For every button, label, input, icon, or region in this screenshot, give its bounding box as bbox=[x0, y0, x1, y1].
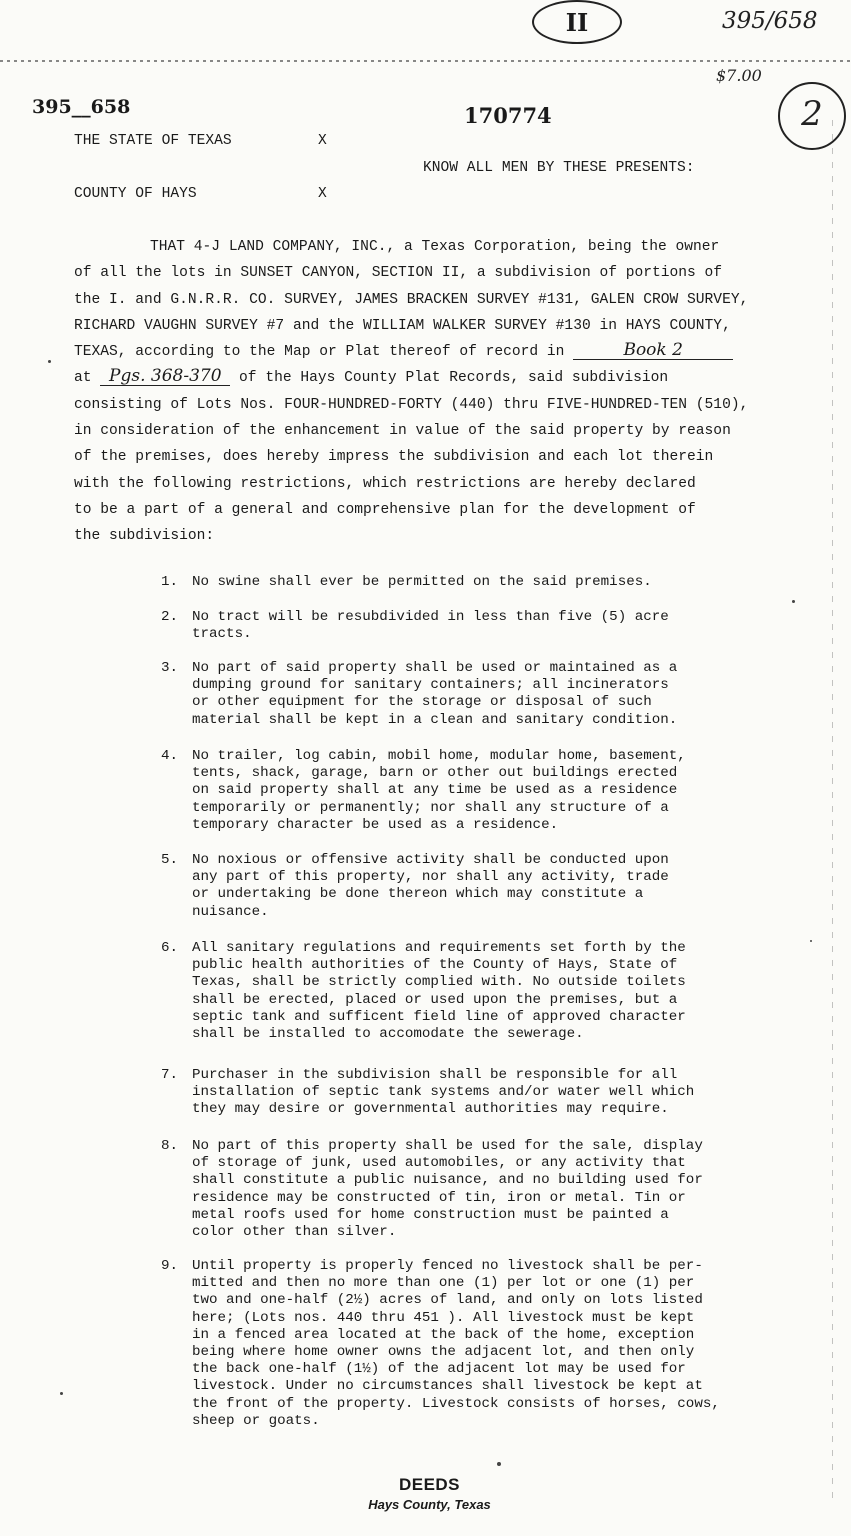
circled-number-text: 2 bbox=[801, 94, 823, 134]
body-line: with the following restrictions, which restrictions are hereby declared bbox=[74, 475, 696, 492]
body-text: at bbox=[74, 370, 92, 387]
restriction-line: dumping ground for sanitary containers; all incinerators bbox=[192, 677, 669, 694]
restriction-line: sheep or goats. bbox=[192, 1412, 320, 1429]
restriction-line: shall be installed to accomodate the sewerage. bbox=[192, 1026, 584, 1043]
restriction-line: No part of this property shall be used for the sale, display bbox=[192, 1138, 703, 1154]
caption-divider: X bbox=[318, 133, 327, 149]
restriction-line: color other than silver. bbox=[192, 1224, 397, 1241]
restriction-line: the front of the property. Livestock consists of horses, cows, bbox=[192, 1395, 720, 1412]
circled-numeral-text: II bbox=[565, 8, 589, 37]
body-line bbox=[74, 365, 764, 391]
body-line: the I. and G.N.R.R. CO. SURVEY, JAMES BRACKEN SURVEY #131, GALEN CROW SURVEY, bbox=[74, 291, 749, 308]
restriction-line: No tract will be resubdivided in less than five (5) acre bbox=[192, 609, 669, 625]
scan-speck bbox=[792, 600, 795, 603]
restriction-line: they may desire or governmental authorities may require. bbox=[192, 1101, 669, 1118]
restriction-line: public health authorities of the County of Hays, State of bbox=[192, 957, 678, 974]
restriction-line: All sanitary regulations and requirements set forth by the bbox=[192, 940, 686, 956]
scan-speck bbox=[810, 940, 812, 942]
body-line: consisting of Lots Nos. FOUR-HUNDRED-FORTY (440) thru FIVE-HUNDRED-TEN (510), bbox=[74, 396, 749, 413]
preamble-heading: KNOW ALL MEN BY THESE PRESENTS: bbox=[423, 160, 695, 176]
restriction-line: No part of said property shall be used or maintained as a bbox=[192, 660, 678, 676]
restriction-line: tents, shack, garage, barn or other out buildings erected bbox=[192, 765, 678, 782]
body-line: of the premises, does hereby impress the subdivision and each lot therein bbox=[74, 449, 714, 466]
book-page-annotation: 395/658 bbox=[722, 8, 818, 34]
body-line: of all the lots in SUNSET CANYON, SECTION II, a subdivision of portions of bbox=[74, 265, 723, 282]
restriction-number: 2. bbox=[160, 609, 178, 625]
circled-number bbox=[778, 82, 846, 150]
scan-dash-line bbox=[0, 60, 851, 62]
restriction-line: livestock. Under no circumstances shall livestock be kept at bbox=[192, 1378, 703, 1395]
restriction-line: septic tank and sufficent field line of approved character bbox=[192, 1008, 686, 1025]
restriction-line: Texas, shall be strictly complied with. No outside toilets bbox=[192, 974, 686, 991]
body-text: TEXAS, according to the Map or Plat thereof of record in bbox=[74, 344, 565, 361]
deeds-stamp-subtitle: Hays County, Texas bbox=[368, 1497, 491, 1512]
restriction-line: installation of septic tank systems and/or water well which bbox=[192, 1084, 695, 1101]
restriction-number: 9. bbox=[160, 1258, 178, 1274]
restriction-line: No trailer, log cabin, mobil home, modular home, basement, bbox=[192, 748, 686, 764]
book-fill: Book 2 bbox=[573, 341, 733, 360]
fee-annotation: $7.00 bbox=[716, 66, 762, 85]
body-paragraph bbox=[74, 234, 764, 550]
restriction-line: mitted and then no more than one (1) per lot or one (1) per bbox=[192, 1275, 695, 1292]
circled-numeral bbox=[532, 0, 622, 44]
body-line: in consideration of the enhancement in value of the said property by reason bbox=[74, 423, 731, 440]
restriction-line: temporarily or permanently; nor shall any structure of a bbox=[192, 799, 669, 816]
restriction-line: nuisance. bbox=[192, 903, 269, 920]
restriction-line: in a fenced area located at the back of the home, exception bbox=[192, 1326, 695, 1343]
restriction-line: metal roofs used for home construction must be painted a bbox=[192, 1206, 669, 1223]
scan-speck bbox=[60, 1392, 63, 1395]
pages-fill: Pgs. 368-370 bbox=[100, 367, 230, 386]
restriction-line: the back one-half (1½) of the adjacent lot may be used for bbox=[192, 1361, 686, 1378]
scan-speck bbox=[48, 360, 51, 363]
restriction-line: or other equipment for the storage or disposal of such bbox=[192, 694, 652, 711]
restriction-line: material shall be kept in a clean and sanitary condition. bbox=[192, 711, 678, 728]
restriction-number: 1. bbox=[160, 574, 178, 590]
caption-divider: X bbox=[318, 186, 327, 202]
scan-speck bbox=[497, 1462, 501, 1466]
restriction-line: any part of this property, nor shall any activity, trade bbox=[192, 869, 669, 886]
restriction-line: being where home owner owns the adjacent lot, and then only bbox=[192, 1344, 695, 1361]
restriction-line: residence may be constructed of tin, iron or metal. Tin or bbox=[192, 1189, 686, 1206]
instrument-number: 170774 bbox=[464, 103, 552, 128]
restriction-number: 6. bbox=[160, 940, 178, 956]
restriction-line: Until property is properly fenced no livestock shall be per- bbox=[192, 1258, 703, 1274]
body-line bbox=[74, 339, 764, 365]
restriction-line: Purchaser in the subdivision shall be responsible for all bbox=[192, 1067, 678, 1083]
restriction-line: of storage of junk, used automobiles, or any activity that bbox=[192, 1155, 686, 1172]
body-text: of the Hays County Plat Records, said subdivision bbox=[239, 370, 669, 387]
deeds-stamp-title: DEEDS bbox=[398, 1475, 461, 1494]
body-line: RICHARD VAUGHN SURVEY #7 and the WILLIAM WALKER SURVEY #130 in HAYS COUNTY, bbox=[74, 317, 731, 334]
body-line: to be a part of a general and comprehensive plan for the development of bbox=[74, 501, 696, 518]
restriction-number: 4. bbox=[160, 748, 178, 764]
body-line: THAT 4-J LAND COMPANY, INC., a Texas Corporation, being the owner bbox=[150, 239, 720, 255]
restriction-line: or undertaking be done thereon which may constitute a bbox=[192, 886, 644, 903]
restriction-number: 8. bbox=[160, 1138, 178, 1154]
restriction-line: on said property shall at any time be used as a residence bbox=[192, 782, 678, 799]
restriction-line: temporary character be used as a residence. bbox=[192, 816, 559, 833]
scan-edge-mark bbox=[832, 120, 833, 1500]
county-heading: COUNTY OF HAYS bbox=[74, 186, 197, 202]
body-line: the subdivision: bbox=[74, 528, 215, 545]
restriction-number: 7. bbox=[160, 1067, 178, 1083]
restriction-number: 3. bbox=[160, 660, 178, 676]
restriction-line: shall be erected, placed or used upon the premises, but a bbox=[192, 991, 678, 1008]
book-page-left: 395__658 bbox=[32, 96, 131, 118]
state-heading: THE STATE OF TEXAS bbox=[74, 133, 232, 149]
restriction-line: No swine shall ever be permitted on the said premises. bbox=[192, 574, 652, 590]
restriction-line: here; (Lots nos. 440 thru 451 ). All livestock must be kept bbox=[192, 1309, 695, 1326]
restriction-line: tracts. bbox=[192, 626, 252, 643]
restriction-number: 5. bbox=[160, 852, 178, 868]
restriction-line: No noxious or offensive activity shall be conducted upon bbox=[192, 852, 669, 868]
restriction-line: shall constitute a public nuisance, and no building used for bbox=[192, 1172, 703, 1189]
restriction-line: two and one-half (2½) acres of land, and only on lots listed bbox=[192, 1292, 703, 1309]
